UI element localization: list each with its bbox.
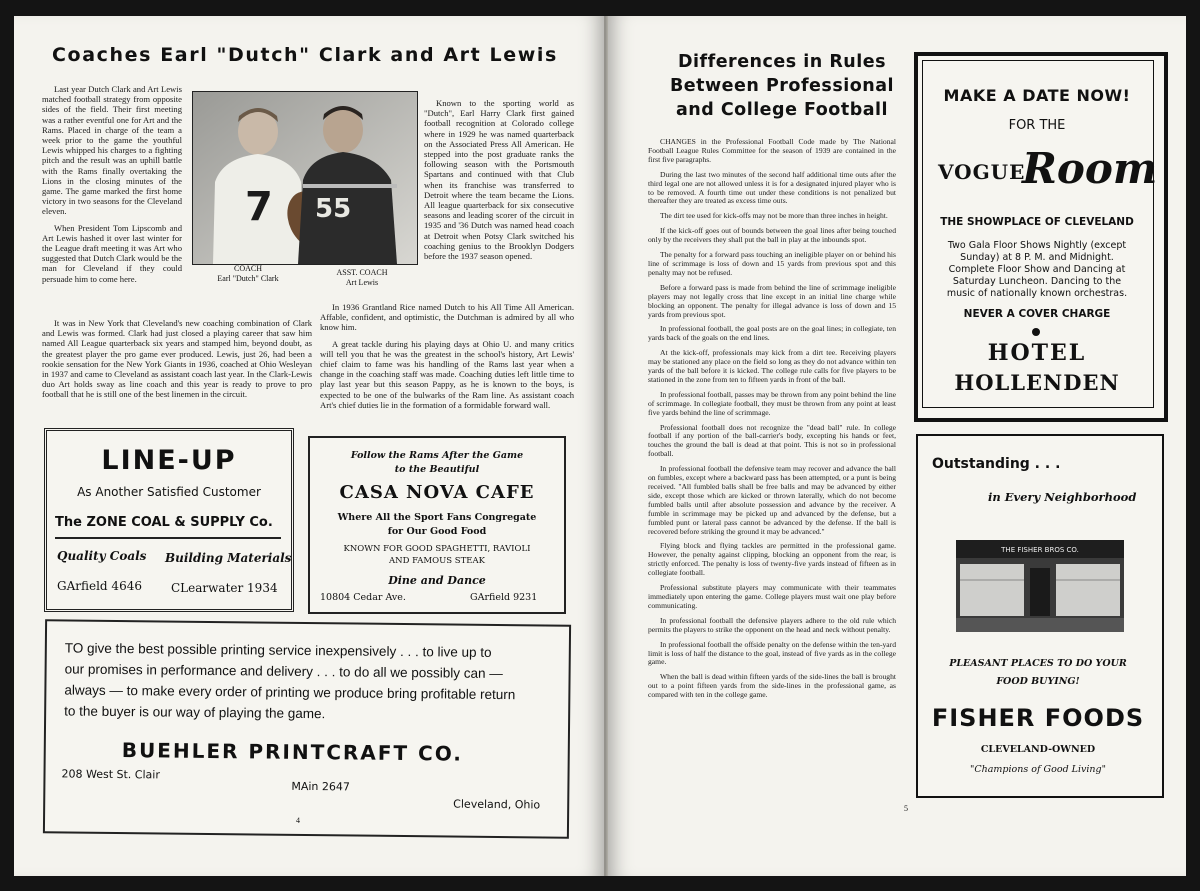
- article-para: It was in New York that Cleveland's new coaching combination of Clark and Lewis was formed. Clark had just closed a playing career that saw him named All League quarterback six years and stamped him, beyond doubt, as the greatest player the pro game ever produced. Lewis, just 26, had been a rookie sensation for the New York Giants in 1936, coached at Ohio Wesleyan in 1937 and came to Cleveland as assistant coach last year. In the Clark-Lewis duo Art holds sway as line coach and this year is ready to prove to pro football that he is still one of the best linemen in the circuit.: [42, 318, 312, 400]
- casa-address: 10804 Cedar Ave.: [320, 592, 406, 603]
- fisher-pleasant2: FOOD BUYING!: [996, 676, 1080, 687]
- article-para: Last year Dutch Clark and Art Lewis matched football strategy from opposite sides of the field. Their first meeting was a rather eventful one for Art and the Rams. Placed in charge of the team a week prior to the game the youthful Lewis whipped his charges to a fighting pitch and the result was an uphill battle with the Rams finally overtaking the Lions in the closing minutes of the game. The game marked the first home victory in two seasons for the Cleveland eleven.: [42, 84, 182, 217]
- article-col-lower-right: [320, 302, 574, 416]
- coaches-photo-drawing: [193, 92, 417, 264]
- caption-asst-coach: [306, 268, 418, 288]
- vogue-showplace: THE SHOWPLACE OF CLEVELAND: [940, 216, 1134, 228]
- rules-para: The dirt tee used for kick-offs may not be more than three inches in height.: [660, 211, 888, 221]
- rules-headline-line: Between Professional: [669, 76, 895, 96]
- store-drawing: [956, 540, 1124, 632]
- buehler-text-line: to the buyer is our way of playing the game.: [64, 703, 326, 722]
- hotel-word: HOTEL: [987, 340, 1087, 366]
- article-para: A great tackle during his playing days at Ohio U. and many critics will tell you that he was the greatest in the school's history, Art Lewis' chief claim to fame was his handling of the Rams last year when a change in the coaching staff was made. Coaching duties left little time to play last year but this season Pappy, as he is known to the boys, is expected to be one of the bulwarks of the Ram line. As assistant coach Art's chief duties lie in the formation of a formidable forward wall.: [320, 338, 574, 410]
- page-number-left: 4: [296, 816, 300, 825]
- buehler-text-line: our promises in performance and delivery . . . to do all we possibly can —: [64, 661, 503, 682]
- casa-phone: GArfield 9231: [470, 592, 538, 603]
- lineup-ad: [44, 428, 294, 612]
- buehler-text-line: TO give the best possible printing service inexpensively . . . to live up to: [64, 640, 492, 660]
- rules-para: Before a forward pass is made from behind the line of scrimmage ineligible players may not legally cross that line except in an initial line charge while blocking an opponent. The penalty for illegal advance is loss of down and 15 yards from previous spot.: [648, 282, 896, 319]
- rules-para: In professional football the defensive team may recover and advance the ball on fumbles, except where a backward pass has been attempted, or a punt is being received. "All fumbled balls shall be free balls and may be advanced by either side, except those which are kicked or thrown laterally, which do not become fumbled balls until after absolute possession and advance by the receiver. A fumble in scrimmage may be picked up and advanced by the defense, but a fumbled punt or lateral pass cannot be advanced by the defense. If the ball is recovered before striking the ground it may be advanced.": [648, 464, 896, 536]
- vogue-room-word: Room: [1022, 144, 1158, 193]
- rules-para: When the ball is dead within fifteen yards of the side-lines the ball is brought out to a point fifteen yards from the side-lines in the professional game, as compared with ten in the college game.: [648, 672, 896, 700]
- casa-line7: Dine and Dance: [388, 574, 486, 587]
- caption-coach: [192, 264, 304, 284]
- casa-line6: AND FAMOUS STEAK: [389, 556, 485, 566]
- fisher-name: FISHER FOODS: [931, 704, 1145, 732]
- caption-asst-title: ASST. COACH: [336, 268, 388, 277]
- article-para: When President Tom Lipscomb and Art Lewis hashed it over last winter for the League draft meeting it was Art who suggested that Dutch Clark would be the man for Cleveland if they could persuade him to come here.: [42, 222, 182, 284]
- buehler-text-line: always — to make every order of printing we produce bring profitable return: [64, 682, 516, 703]
- article-col1: [42, 84, 182, 290]
- vogue-desc-line: music of nationally known orchestras.: [946, 288, 1128, 299]
- vogue-desc-line: Complete Floor Show and Dancing at: [948, 264, 1126, 275]
- casa-line4: for Our Good Food: [387, 526, 487, 537]
- rules-para: At the kick-off, professionals may kick from a dirt tee. Receiving players may be stationed any place on the field so long as they do not advance within ten yards of the ball before it is kicked. The college rule calls for five players to be stationed in the zone from ten to fifteen yards in front of the ball.: [648, 348, 896, 384]
- lineup-phone1: GArfield 4646: [57, 579, 142, 593]
- left-page: [14, 16, 604, 876]
- vogue-line2: FOR THE: [1008, 118, 1066, 133]
- rules-headline: [662, 50, 902, 122]
- rules-para: If the kick-off goes out of bounds between the goal lines after being touched only by the receivers they shall put the ball in play at the inbounds spot.: [648, 226, 896, 245]
- rules-para: Professional substitute players may communicate with their teammates immediately upon entering the game. College players must wait one play before communicating.: [648, 583, 896, 610]
- lineup-title: LINE-UP: [101, 445, 237, 476]
- vogue-line1: MAKE A DATE NOW!: [943, 86, 1131, 105]
- buehler-ad: [43, 619, 571, 838]
- article-para: Known to the sporting world as "Dutch", Earl Harry Clark first gained football recognition at Colorado college where in 1929 he was named quarterback on the Associated Press All American. He stepped into the post graduate ranks the following season with the Portsmouth Spartans and continued with that Club when its franchise was transferred to Detroit where the team became the Lions. All league quarterback for six consecutive seasons and leading scorer of the circuit in 1935 and '36 Dutch was named head coach at Detroit when Potsy Clark switched his coaching genius to the Brooklyn Dodgers before the 1937 season opened.: [424, 98, 574, 262]
- buehler-city: Cleveland, Ohio: [453, 797, 541, 812]
- page-number-right: 5: [904, 804, 908, 813]
- article-para: In 1936 Grantland Rice named Dutch to his All Time All American. Affable, confident, and optimistic, the Dutchman is admired by all who know him.: [320, 302, 574, 333]
- lineup-phone2: CLearwater 1934: [171, 581, 278, 595]
- buehler-address: 208 West St. Clair: [61, 767, 160, 782]
- rules-para: Professional football does not recognize the "dead ball" rule. In college football if any portion of the ball-carrier's body, excepting his hands or feet, touches the ground the ball is dead at that point. This is not so in professional football.: [648, 422, 896, 459]
- casa-line1: Follow the Rams After the Game: [350, 450, 524, 461]
- caption-coach-name: Earl "Dutch" Clark: [217, 274, 279, 283]
- rules-para: The penalty for a forward pass touching an ineligible player on or behind his line of scrimmage is loss of down and 15 yards from previous spot and this penalty may not be refused.: [648, 250, 896, 277]
- fisher-owned: CLEVELAND-OWNED: [980, 744, 1096, 755]
- rules-para: Flying block and flying tackles are permitted in the professional game. However, the penalty against clipping, blocking an opponent from the rear, is strictly enforced. The penalty is loss of twenty-five yards instead of fifteen as in collegiate football.: [648, 541, 896, 578]
- hollenden-word: HOLLENDEN: [954, 370, 1120, 395]
- store-photo: [956, 540, 1124, 632]
- fisher-line2: in Every Neighborhood: [988, 490, 1137, 504]
- vogue-desc-line: Two Gala Floor Shows Nightly (except: [947, 240, 1127, 251]
- vogue-cover: NEVER A COVER CHARGE: [963, 308, 1111, 320]
- article-col2: [424, 98, 574, 267]
- vogue-room-ad: [914, 52, 1168, 422]
- vogue-desc-line: Saturday Luncheon. Dancing to the: [952, 276, 1122, 287]
- left-headline: Coaches Earl "Dutch" Clark and Art Lewis: [52, 44, 558, 66]
- buehler-text: [64, 637, 561, 726]
- rules-article: [648, 138, 896, 706]
- fisher-slogan: "Champions of Good Living": [970, 764, 1106, 775]
- vogue-desc-line: Sunday) at 8 P. M. and Midnight.: [960, 252, 1114, 263]
- rules-para: In professional football the offside penalty on the defense within the ten-yard limit is loss of half the distance to the goal, instead of five yards as in the college game.: [648, 639, 896, 667]
- casa-name: CASA NOVA CAFE: [339, 482, 535, 503]
- fisher-foods-ad: [916, 434, 1164, 798]
- lineup-sub: As Another Satisfied Customer: [77, 485, 261, 499]
- rules-para: In professional football, the goal posts are on the goal lines; in collegiate, ten yards back of the goals on the end lines.: [648, 324, 896, 343]
- jersey-number-55: 55: [315, 194, 352, 224]
- caption-asst-name: Art Lewis: [345, 278, 379, 287]
- casa-nova-ad: [308, 436, 566, 614]
- lineup-company: The ZONE COAL & SUPPLY Co.: [55, 515, 273, 530]
- article-col-lower-left: [42, 318, 312, 406]
- vogue-description: [926, 240, 1148, 300]
- lineup-rule: [55, 537, 281, 539]
- rules-headline-line: Differences in Rules: [677, 52, 887, 72]
- caption-coach-title: COACH: [233, 264, 262, 273]
- vogue-word: VOGUE: [938, 160, 1026, 184]
- fisher-pleasant1: PLEASANT PLACES TO DO YOUR: [949, 658, 1127, 669]
- casa-line2: to the Beautiful: [394, 464, 480, 475]
- buehler-name: BUEHLER PRINTCRAFT CO.: [121, 738, 464, 766]
- rules-headline-line: and College Football: [675, 100, 889, 120]
- right-page: [608, 16, 1186, 876]
- rules-para: CHANGES in the Professional Football Code made by The National Football League Rules Committee for the season of 1939 are contained in the first five paragraphs.: [648, 137, 896, 164]
- store-sign-text: THE FISHER BROS CO.: [1001, 546, 1079, 554]
- jersey-number-7: 7: [245, 184, 273, 230]
- fisher-line1: Outstanding . . .: [932, 456, 1061, 472]
- bullet-dot-icon: [1032, 328, 1040, 336]
- casa-line3: Where All the Sport Fans Congregate: [337, 512, 537, 523]
- lineup-left: Quality Coals: [57, 549, 147, 563]
- rules-para: In professional football the defensive players adhere to the old rule which permits the players to strike the opponent on the head and neck without penalty.: [648, 615, 896, 634]
- buehler-phone: MAin 2647: [291, 779, 351, 794]
- coaches-photo: [192, 91, 418, 265]
- rules-para: During the last two minutes of the second half additional time outs after the third legal one are not allowed unless it is for a designated injured player who is to be removed. A fourth time out under these conditions is not penalized but thereafter they are treated as excess time outs.: [648, 169, 896, 206]
- rules-para: In professional football, passes may be thrown from any point behind the line of scrimmage. In collegiate football, they must be thrown from any point at least five yards behind the line of scrimmage.: [648, 389, 896, 417]
- lineup-right: Building Materials: [165, 551, 292, 565]
- casa-line5: KNOWN FOR GOOD SPAGHETTI, RAVIOLI: [343, 544, 531, 554]
